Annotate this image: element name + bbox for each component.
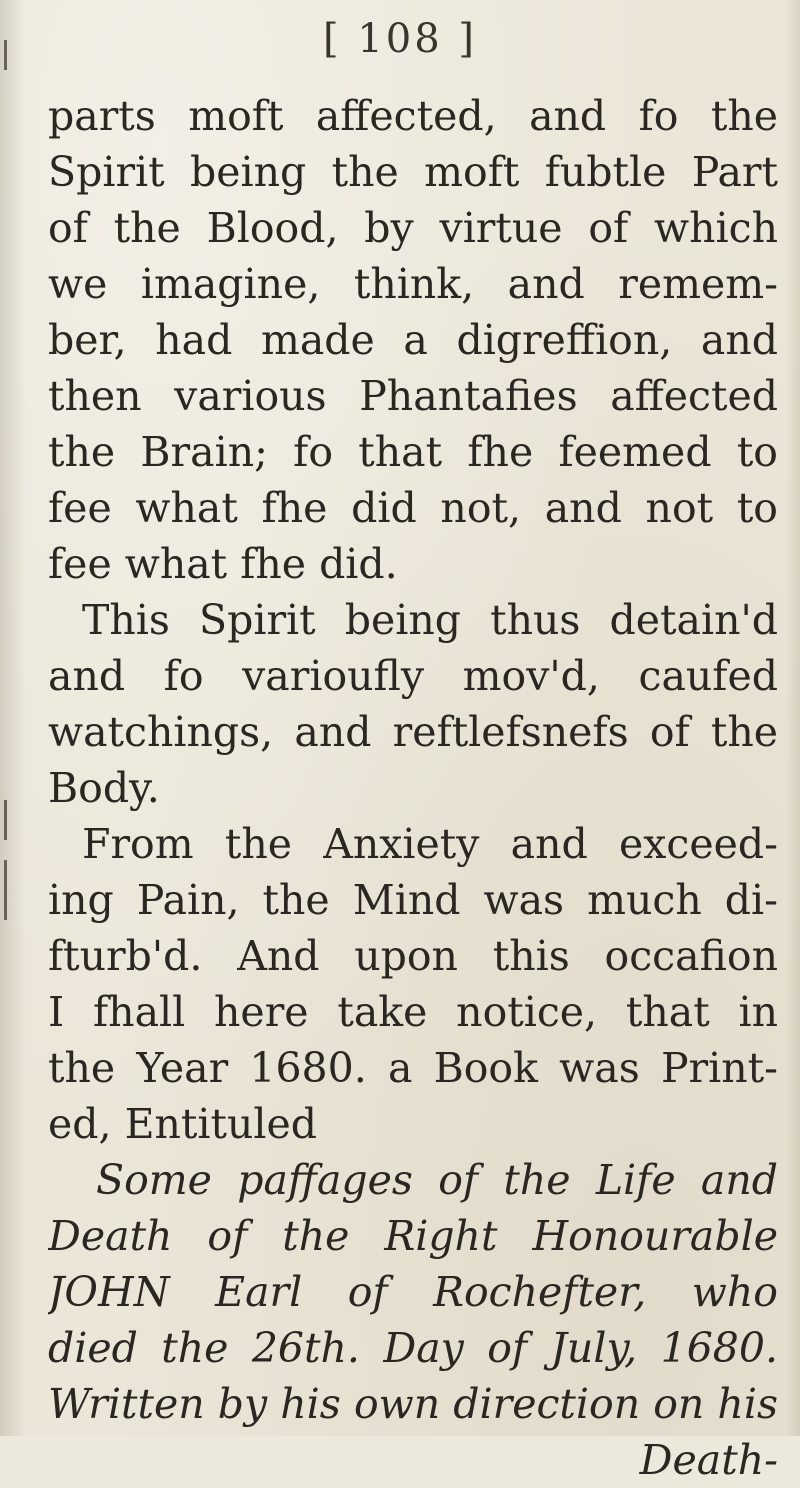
text-line: fee what fhe did not, and not to [48,484,778,532]
book-title-line: Death of the Right Honourable [48,1212,778,1260]
catchword: Death- [639,1436,778,1484]
body-text [48,88,778,1488]
page-edge [786,0,800,1436]
text-line: watchings, and reftlefsnefs of the [48,708,778,756]
text-line: the Year 1680. a Book was Print- [48,1044,778,1092]
page-number: [ 108 ] [323,16,477,62]
text-line: This Spirit being thus detain'd [82,596,778,644]
margin-mark [4,860,7,920]
text-line: From the Anxiety and exceed- [82,820,778,868]
text-line: I fhall here take notice, that in [48,988,778,1036]
book-title-line: Written by his own direction on his [48,1380,778,1428]
book-title-line: JOHN Earl of Rochefter, who [48,1268,778,1316]
text-line: the Brain; fo that fhe feemed to [48,428,778,476]
text-line: then various Phantafies affected [48,372,778,420]
gutter-shadow [0,0,26,1436]
text-line: fturb'd. And upon this occafion [48,932,778,980]
text-line: ed, Entituled [48,1100,318,1148]
text-line: ber, had made a digreffion, and [48,316,778,364]
text-line: ing Pain, the Mind was much di- [48,876,778,924]
text-line: of the Blood, by virtue of which [48,204,778,252]
text-line: Body. [48,764,160,812]
text-line: we imagine, think, and remem- [48,260,778,308]
text-line: parts moft affected, and fo the [48,92,778,140]
text-line: fee what fhe did. [48,540,398,588]
book-title-line: Some paffages of the Life and [96,1156,778,1204]
text-line: Spirit being the moft fubtle Part [48,148,778,196]
book-title-line: died the 26th. Day of July, 1680. [48,1324,778,1372]
margin-mark [4,40,7,70]
margin-mark [4,800,7,840]
text-line: and fo varioufly mov'd, caufed [48,652,778,700]
